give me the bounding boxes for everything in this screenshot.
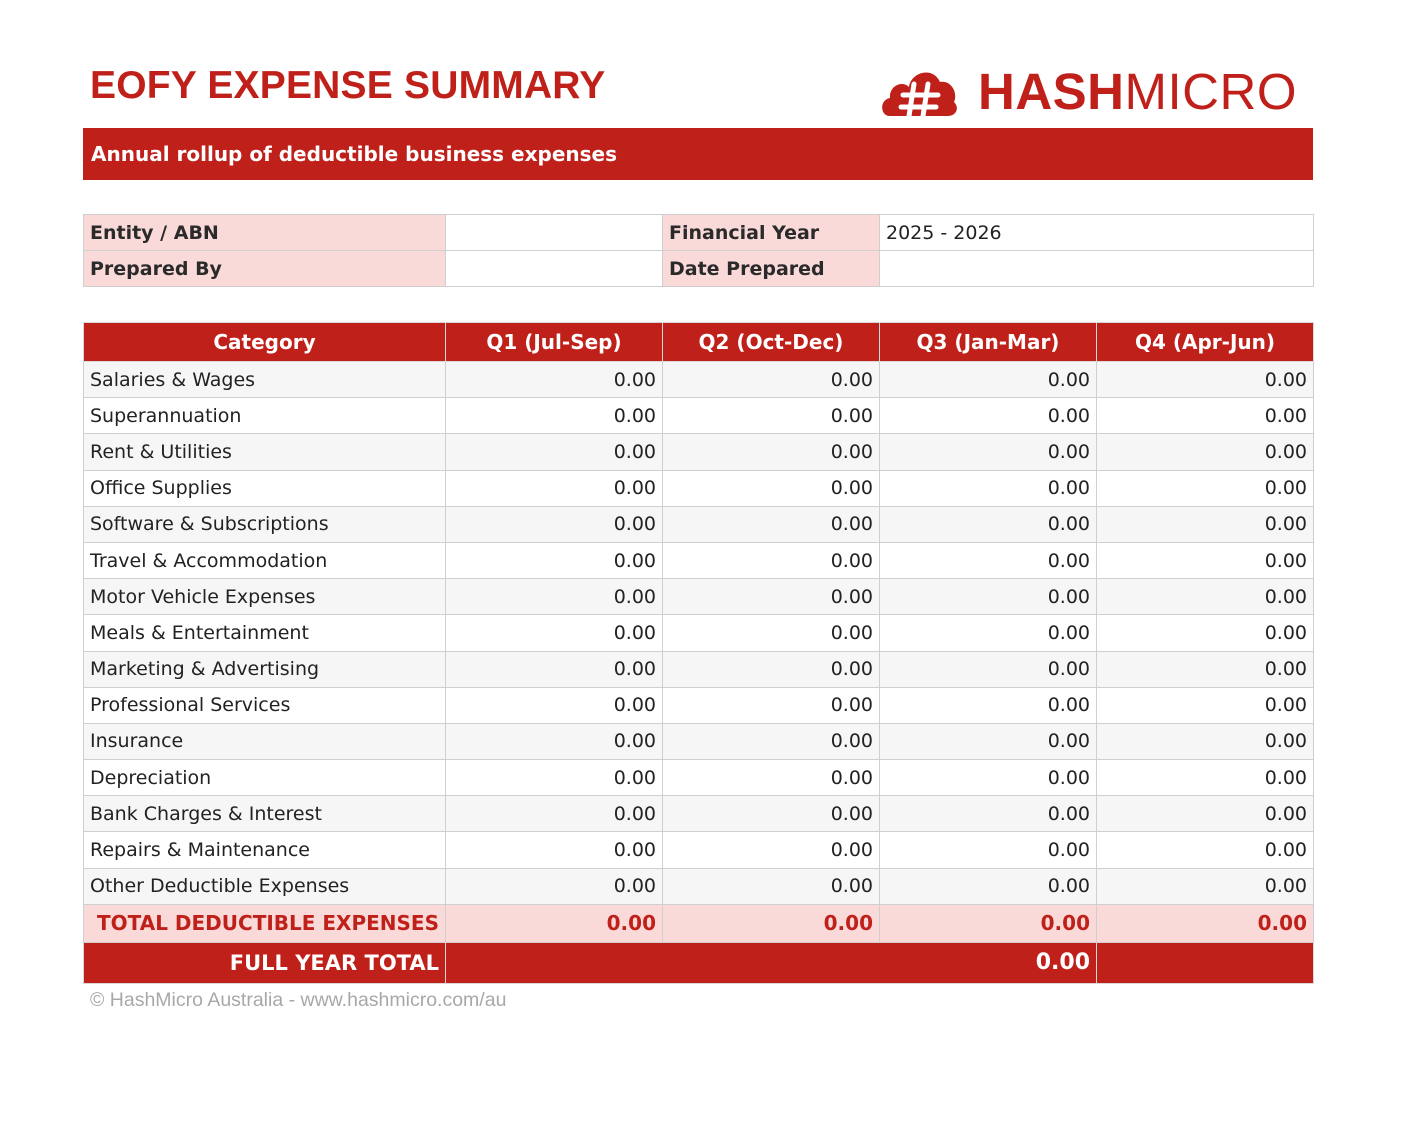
logo-wordmark: HASHMICRO: [978, 63, 1297, 120]
table-row: [84, 832, 1314, 868]
q3-cell[interactable]: 0.00: [880, 506, 1097, 542]
q2-cell[interactable]: 0.00: [663, 760, 880, 796]
q3-cell[interactable]: 0.00: [880, 615, 1097, 651]
page-title: EOFY EXPENSE SUMMARY: [90, 64, 606, 107]
q1-cell[interactable]: 0.00: [446, 796, 663, 832]
table-row: [84, 434, 1314, 470]
q4-cell[interactable]: 0.00: [1097, 362, 1314, 398]
entity-field[interactable]: [446, 215, 663, 251]
table-row: [84, 723, 1314, 759]
q4-cell[interactable]: 0.00: [1097, 615, 1314, 651]
q2-cell[interactable]: 0.00: [663, 723, 880, 759]
q3-cell[interactable]: 0.00: [880, 868, 1097, 904]
q2-cell[interactable]: 0.00: [663, 434, 880, 470]
q4-cell[interactable]: 0.00: [1097, 434, 1314, 470]
subtitle-banner: Annual rollup of deductible business expenses: [83, 128, 1313, 180]
entity-label: Entity / ABN: [84, 215, 446, 251]
table-row: [84, 796, 1314, 832]
q3-cell[interactable]: 0.00: [880, 470, 1097, 506]
q1-cell[interactable]: 0.00: [446, 868, 663, 904]
q1-cell[interactable]: 0.00: [446, 506, 663, 542]
hashmicro-logo: [878, 60, 1298, 122]
q4-cell[interactable]: 0.00: [1097, 651, 1314, 687]
q4-cell[interactable]: 0.00: [1097, 542, 1314, 578]
financial-year-label: Financial Year: [663, 215, 880, 251]
q2-cell[interactable]: 0.00: [663, 832, 880, 868]
column-header: Q3 (Jan-Mar): [880, 323, 1097, 362]
table-row: [84, 506, 1314, 542]
table-header-row: [84, 323, 1314, 362]
q1-cell[interactable]: 0.00: [446, 760, 663, 796]
category-cell: Salaries & Wages: [84, 362, 446, 398]
q1-cell[interactable]: 0.00: [446, 362, 663, 398]
q1-cell[interactable]: 0.00: [446, 579, 663, 615]
category-cell: Repairs & Maintenance: [84, 832, 446, 868]
info-table: [83, 214, 1314, 287]
q4-cell[interactable]: 0.00: [1097, 470, 1314, 506]
q1-cell[interactable]: 0.00: [446, 398, 663, 434]
q1-cell[interactable]: 0.00: [446, 542, 663, 578]
q2-cell[interactable]: 0.00: [663, 579, 880, 615]
q2-cell[interactable]: 0.00: [663, 615, 880, 651]
q2-cell[interactable]: 0.00: [663, 796, 880, 832]
category-cell: Office Supplies: [84, 470, 446, 506]
q4-cell[interactable]: 0.00: [1097, 579, 1314, 615]
total-q3: 0.00: [880, 904, 1097, 942]
table-row: [84, 615, 1314, 651]
column-header: Q1 (Jul-Sep): [446, 323, 663, 362]
q1-cell[interactable]: 0.00: [446, 687, 663, 723]
total-label: TOTAL DEDUCTIBLE EXPENSES: [84, 904, 446, 942]
table-row: [84, 579, 1314, 615]
q1-cell[interactable]: 0.00: [446, 434, 663, 470]
footer-copyright: © HashMicro Australia - www.hashmicro.com/au: [90, 989, 507, 1011]
column-header: Q2 (Oct-Dec): [663, 323, 880, 362]
category-cell: Meals & Entertainment: [84, 615, 446, 651]
q3-cell[interactable]: 0.00: [880, 434, 1097, 470]
table-row: [84, 687, 1314, 723]
category-cell: Professional Services: [84, 687, 446, 723]
q3-cell[interactable]: 0.00: [880, 760, 1097, 796]
q2-cell[interactable]: 0.00: [663, 398, 880, 434]
q4-cell[interactable]: 0.00: [1097, 760, 1314, 796]
date-prepared-field[interactable]: [880, 251, 1314, 287]
q3-cell[interactable]: 0.00: [880, 542, 1097, 578]
total-row: [84, 904, 1314, 942]
column-header: Q4 (Apr-Jun): [1097, 323, 1314, 362]
category-cell: Bank Charges & Interest: [84, 796, 446, 832]
category-cell: Software & Subscriptions: [84, 506, 446, 542]
prepared-by-label: Prepared By: [84, 251, 446, 287]
table-row: [84, 651, 1314, 687]
q2-cell[interactable]: 0.00: [663, 506, 880, 542]
q3-cell[interactable]: 0.00: [880, 796, 1097, 832]
full-year-value: 0.00: [446, 942, 1097, 983]
q2-cell[interactable]: 0.00: [663, 868, 880, 904]
category-cell: Depreciation: [84, 760, 446, 796]
q4-cell[interactable]: 0.00: [1097, 398, 1314, 434]
total-q1: 0.00: [446, 904, 663, 942]
table-row: [84, 470, 1314, 506]
table-row: [84, 398, 1314, 434]
q2-cell[interactable]: 0.00: [663, 651, 880, 687]
table-row: [84, 868, 1314, 904]
prepared-by-field[interactable]: [446, 251, 663, 287]
category-cell: Marketing & Advertising: [84, 651, 446, 687]
q2-cell[interactable]: 0.00: [663, 470, 880, 506]
table-row: [84, 542, 1314, 578]
q4-cell[interactable]: 0.00: [1097, 868, 1314, 904]
full-year-spacer: [1097, 942, 1314, 983]
full-year-label: FULL YEAR TOTAL: [84, 942, 446, 983]
category-cell: Insurance: [84, 723, 446, 759]
q4-cell[interactable]: 0.00: [1097, 687, 1314, 723]
category-cell: Motor Vehicle Expenses: [84, 579, 446, 615]
q1-cell[interactable]: 0.00: [446, 723, 663, 759]
total-q2: 0.00: [663, 904, 880, 942]
category-cell: Other Deductible Expenses: [84, 868, 446, 904]
q1-cell[interactable]: 0.00: [446, 615, 663, 651]
table-row: [84, 362, 1314, 398]
q1-cell[interactable]: 0.00: [446, 470, 663, 506]
q4-cell[interactable]: 0.00: [1097, 832, 1314, 868]
q3-cell[interactable]: 0.00: [880, 362, 1097, 398]
expense-table: [83, 322, 1314, 984]
q3-cell[interactable]: 0.00: [880, 651, 1097, 687]
cloud-hash-icon: [878, 60, 960, 122]
q3-cell[interactable]: 0.00: [880, 687, 1097, 723]
total-q4: 0.00: [1097, 904, 1314, 942]
q4-cell[interactable]: 0.00: [1097, 796, 1314, 832]
q1-cell[interactable]: 0.00: [446, 832, 663, 868]
full-year-row: [84, 942, 1314, 983]
q4-cell[interactable]: 0.00: [1097, 723, 1314, 759]
q3-cell[interactable]: 0.00: [880, 398, 1097, 434]
q2-cell[interactable]: 0.00: [663, 362, 880, 398]
column-header: Category: [84, 323, 446, 362]
q3-cell[interactable]: 0.00: [880, 723, 1097, 759]
category-cell: Travel & Accommodation: [84, 542, 446, 578]
financial-year-field[interactable]: 2025 - 2026: [880, 215, 1314, 251]
q4-cell[interactable]: 0.00: [1097, 506, 1314, 542]
date-prepared-label: Date Prepared: [663, 251, 880, 287]
category-cell: Superannuation: [84, 398, 446, 434]
q3-cell[interactable]: 0.00: [880, 832, 1097, 868]
q2-cell[interactable]: 0.00: [663, 542, 880, 578]
category-cell: Rent & Utilities: [84, 434, 446, 470]
q2-cell[interactable]: 0.00: [663, 687, 880, 723]
table-row: [84, 760, 1314, 796]
q1-cell[interactable]: 0.00: [446, 651, 663, 687]
q3-cell[interactable]: 0.00: [880, 579, 1097, 615]
